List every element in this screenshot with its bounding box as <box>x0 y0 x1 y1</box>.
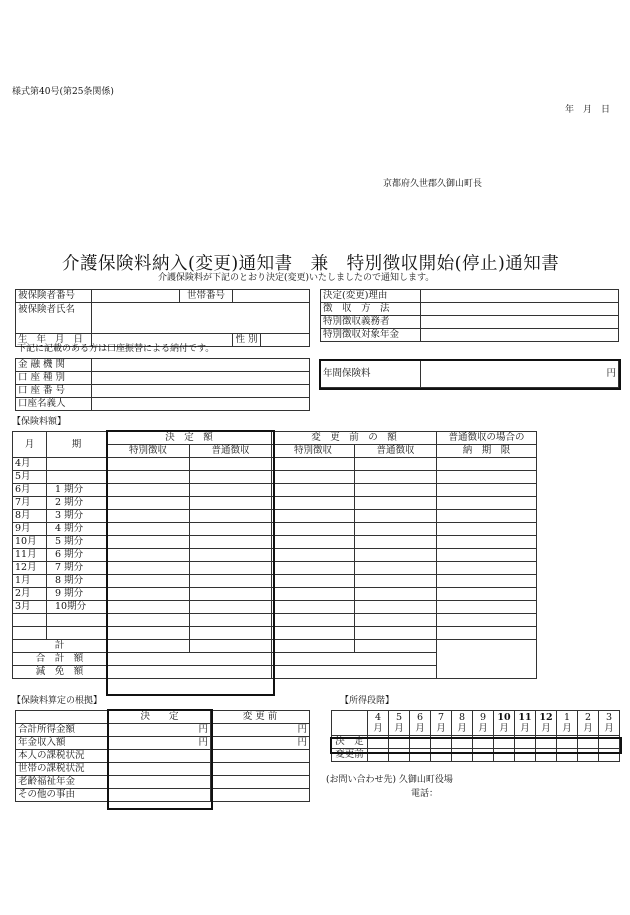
stage-decided-cell[interactable] <box>368 736 389 749</box>
birthdate-label: 生 年 月 日 <box>16 334 92 347</box>
table-row <box>16 737 310 750</box>
bank-holder-value[interactable] <box>92 398 310 411</box>
bank-note: 下記に記載のある方は口座振替による納付です。 <box>17 344 215 354</box>
stage-month-number: 12 <box>539 712 553 723</box>
stage-month-number: 1 <box>563 712 571 723</box>
issuer: 京都府久世郡久御山町長 <box>383 179 483 189</box>
month-cell: 7月 <box>13 497 47 510</box>
household-number-label: 世帯番号 <box>180 290 233 303</box>
basis-before-cell[interactable] <box>211 789 310 802</box>
contact-phone: 電話： <box>411 789 439 799</box>
table-row <box>13 562 537 575</box>
subtotal-label: 計 <box>13 640 107 653</box>
stage-month-header <box>515 711 536 736</box>
period-cell: 6 期分 <box>47 549 107 562</box>
decided-ordinary-cell[interactable] <box>190 549 272 562</box>
decided-special-cell[interactable] <box>107 614 190 627</box>
bank-type-label: 口 座 種 別 <box>16 372 92 385</box>
table-row <box>13 536 537 549</box>
stage-table <box>331 710 620 762</box>
premium-table <box>12 431 537 679</box>
basis-before-cell[interactable]: 円 <box>211 724 310 737</box>
stage-decided-cell[interactable] <box>536 736 557 749</box>
bank-number-label: 口 座 番 号 <box>16 385 92 398</box>
stage-month-unit: 月 <box>478 723 488 734</box>
stage-decided-cell[interactable] <box>473 736 494 749</box>
before-ordinary-header: 普通徴収 <box>355 445 437 458</box>
deadline-cell[interactable] <box>437 562 537 575</box>
stage-before-cell[interactable] <box>368 749 389 762</box>
collection-method-value[interactable] <box>421 303 619 316</box>
reduction-decided-cell[interactable] <box>107 666 272 679</box>
sex-value[interactable] <box>261 334 310 347</box>
month-cell: 6月 <box>13 484 47 497</box>
before-special-cell[interactable] <box>272 614 355 627</box>
stage-decided-cell[interactable] <box>389 736 410 749</box>
stage-decided-cell[interactable] <box>557 736 578 749</box>
decided-amount-header: 決 定 額 <box>107 432 272 445</box>
decided-ordinary-cell[interactable] <box>190 614 272 627</box>
basis-before-cell[interactable] <box>211 763 310 776</box>
stage-before-cell[interactable] <box>431 749 452 762</box>
before-special-cell[interactable] <box>272 471 355 484</box>
before-ordinary-cell[interactable] <box>355 614 437 627</box>
basis-before-cell[interactable] <box>211 776 310 789</box>
yen-unit: 円 <box>606 368 616 380</box>
month-cell: 8月 <box>13 510 47 523</box>
stage-month-header <box>536 711 557 736</box>
stage-corner <box>332 711 368 736</box>
stage-month-unit: 月 <box>562 723 572 734</box>
decided-ordinary-cell[interactable] <box>190 536 272 549</box>
stage-before-label: 変更前 <box>332 749 368 762</box>
deadline-cell[interactable] <box>437 549 537 562</box>
stage-month-header <box>389 711 410 736</box>
basis-decided-cell[interactable] <box>109 750 211 763</box>
decided-special-cell[interactable] <box>107 471 190 484</box>
deadline-cell[interactable] <box>437 510 537 523</box>
stage-decided-cell[interactable] <box>494 736 515 749</box>
decided-ordinary-cell[interactable] <box>190 523 272 536</box>
decided-special-cell[interactable] <box>107 523 190 536</box>
before-amount-header: 変 更 前 の 額 <box>272 432 437 445</box>
stage-month-header <box>410 711 431 736</box>
period-cell: 8 期分 <box>47 575 107 588</box>
period-cell <box>47 471 107 484</box>
stage-month-unit: 月 <box>373 723 383 734</box>
deadline-cell[interactable] <box>437 601 537 614</box>
table-row <box>13 497 537 510</box>
deadline-cell[interactable] <box>437 575 537 588</box>
stage-month-unit: 月 <box>541 723 551 734</box>
stage-month-header <box>599 711 620 736</box>
basis-row-label: その他の事由 <box>16 789 109 802</box>
insured-name-value[interactable] <box>92 303 310 334</box>
period-cell: 1 期分 <box>47 484 107 497</box>
stage-before-cell[interactable] <box>536 749 557 762</box>
deadline-cell[interactable] <box>437 614 537 627</box>
annual-premium-label: 年間保険料 <box>321 361 421 388</box>
period-cell: 3 期分 <box>47 510 107 523</box>
deadline-cell[interactable] <box>437 523 537 536</box>
before-ordinary-cell[interactable] <box>355 601 437 614</box>
basis-before-header: 変 更 前 <box>211 711 310 724</box>
subtotal-cell[interactable] <box>355 640 437 653</box>
period-header: 期 <box>47 432 107 458</box>
before-special-cell[interactable] <box>272 562 355 575</box>
before-special-cell[interactable] <box>272 510 355 523</box>
basis-row-label: 本人の課税状況 <box>16 750 109 763</box>
before-ordinary-cell[interactable] <box>355 458 437 471</box>
month-cell <box>13 627 47 640</box>
stage-month-number: 4 <box>374 712 382 723</box>
deadline-blank <box>437 640 537 679</box>
before-ordinary-cell[interactable] <box>355 510 437 523</box>
bank-institution-value[interactable] <box>92 359 310 372</box>
form-number: 様式第40号(第25条関係) <box>12 87 114 97</box>
before-ordinary-cell[interactable] <box>355 471 437 484</box>
stage-month-number: 9 <box>479 712 487 723</box>
basis-table <box>15 710 310 802</box>
decided-ordinary-cell[interactable] <box>190 601 272 614</box>
period-cell: 5 期分 <box>47 536 107 549</box>
stage-month-header <box>452 711 473 736</box>
decided-ordinary-cell[interactable] <box>190 575 272 588</box>
before-ordinary-cell[interactable] <box>355 588 437 601</box>
before-special-cell[interactable] <box>272 575 355 588</box>
stage-decided-label: 決 定 <box>332 736 368 749</box>
contact-office: 久御山町役場 <box>398 775 453 785</box>
total-before-cell[interactable] <box>272 653 437 666</box>
decided-special-cell[interactable] <box>107 536 190 549</box>
insured-name-label: 被保険者氏名 <box>16 303 92 334</box>
deadline-header-2: 納 期 限 <box>437 445 537 458</box>
before-ordinary-cell[interactable] <box>355 549 437 562</box>
contact-line <box>326 776 453 785</box>
decided-special-header: 特別徴収 <box>107 445 190 458</box>
deadline-cell[interactable] <box>437 471 537 484</box>
period-cell: 10期分 <box>47 601 107 614</box>
stage-month-number: 8 <box>458 712 466 723</box>
table-row <box>13 627 537 640</box>
period-cell <box>47 458 107 471</box>
month-cell: 5月 <box>13 471 47 484</box>
basis-decided-cell[interactable] <box>109 763 211 776</box>
stage-month-header <box>557 711 578 736</box>
table-row <box>16 789 310 802</box>
stage-decided-cell[interactable] <box>515 736 536 749</box>
stage-before-cell[interactable] <box>473 749 494 762</box>
decision-reason-label: 決定(変更)理由 <box>321 290 421 303</box>
decided-ordinary-cell[interactable] <box>190 588 272 601</box>
table-row <box>16 724 310 737</box>
subtotal-cell[interactable] <box>272 640 355 653</box>
period-cell <box>47 627 107 640</box>
basis-before-cell[interactable]: 円 <box>211 737 310 750</box>
reduction-label: 減 免 額 <box>13 666 107 679</box>
month-cell: 9月 <box>13 523 47 536</box>
basis-decided-header: 決 定 <box>109 711 211 724</box>
household-number-value[interactable] <box>233 290 310 303</box>
table-row <box>13 471 537 484</box>
stage-month-number: 3 <box>605 712 613 723</box>
stage-decided-cell[interactable] <box>431 736 452 749</box>
basis-section-title: 【保険料算定の根拠】 <box>12 696 103 706</box>
decided-special-cell[interactable] <box>107 562 190 575</box>
basis-row-label: 老齢福祉年金 <box>16 776 109 789</box>
before-ordinary-cell[interactable] <box>355 627 437 640</box>
stage-month-number: 7 <box>437 712 445 723</box>
page-title: 介護保険料納入(変更)通知書 兼 特別徴収開始(停止)通知書 <box>62 254 560 274</box>
stage-month-number: 10 <box>497 712 511 723</box>
before-special-cell[interactable] <box>272 458 355 471</box>
period-cell: 4 期分 <box>47 523 107 536</box>
table-row <box>13 484 537 497</box>
subtotal-cell[interactable] <box>107 640 190 653</box>
deadline-cell[interactable] <box>437 497 537 510</box>
decided-special-cell[interactable] <box>107 588 190 601</box>
decided-special-cell[interactable] <box>107 497 190 510</box>
stage-month-number: 2 <box>584 712 592 723</box>
basis-decided-cell[interactable]: 円 <box>109 737 211 750</box>
table-row <box>13 458 537 471</box>
table-row <box>16 750 310 763</box>
deadline-cell[interactable] <box>437 627 537 640</box>
stage-month-unit: 月 <box>457 723 467 734</box>
total-decided-cell[interactable] <box>107 653 272 666</box>
decided-special-cell[interactable] <box>107 601 190 614</box>
before-ordinary-cell[interactable] <box>355 536 437 549</box>
stage-month-unit: 月 <box>436 723 446 734</box>
month-cell: 4月 <box>13 458 47 471</box>
deadline-cell[interactable] <box>437 536 537 549</box>
stage-month-unit: 月 <box>499 723 509 734</box>
subtotal-cell[interactable] <box>190 640 272 653</box>
table-row <box>13 510 537 523</box>
month-cell: 12月 <box>13 562 47 575</box>
table-row <box>13 549 537 562</box>
decided-ordinary-cell[interactable] <box>190 458 272 471</box>
period-cell: 9 期分 <box>47 588 107 601</box>
table-row <box>13 523 537 536</box>
month-cell: 11月 <box>13 549 47 562</box>
before-ordinary-cell[interactable] <box>355 523 437 536</box>
premium-section-title: 【保険料額】 <box>12 417 67 427</box>
stage-decided-cell[interactable] <box>410 736 431 749</box>
bank-holder-label: 口座名義人 <box>16 398 92 411</box>
decided-ordinary-cell[interactable] <box>190 627 272 640</box>
stage-before-cell[interactable] <box>557 749 578 762</box>
table-row <box>13 588 537 601</box>
reduction-before-cell[interactable] <box>272 666 437 679</box>
stage-month-unit: 月 <box>604 723 614 734</box>
stage-month-header <box>368 711 389 736</box>
stage-before-cell[interactable] <box>494 749 515 762</box>
basis-decided-cell[interactable]: 円 <box>109 724 211 737</box>
month-cell: 3月 <box>13 601 47 614</box>
special-pension-value[interactable] <box>421 329 619 342</box>
decided-special-cell[interactable] <box>107 458 190 471</box>
stage-before-cell[interactable] <box>452 749 473 762</box>
decided-special-cell[interactable] <box>107 575 190 588</box>
decided-ordinary-cell[interactable] <box>190 562 272 575</box>
table-row <box>16 776 310 789</box>
stage-month-unit: 月 <box>394 723 404 734</box>
stage-month-number: 6 <box>416 712 424 723</box>
before-special-cell[interactable] <box>272 549 355 562</box>
before-special-cell[interactable] <box>272 601 355 614</box>
stage-before-cell[interactable] <box>599 749 620 762</box>
before-ordinary-cell[interactable] <box>355 484 437 497</box>
before-special-cell[interactable] <box>272 497 355 510</box>
basis-row-label: 年金収入額 <box>16 737 109 750</box>
month-cell: 2月 <box>13 588 47 601</box>
decided-special-cell[interactable] <box>107 510 190 523</box>
stage-month-header <box>494 711 515 736</box>
month-cell: 1月 <box>13 575 47 588</box>
date-label: 年 月 日 <box>565 105 611 115</box>
decided-ordinary-cell[interactable] <box>190 510 272 523</box>
decided-special-cell[interactable] <box>107 484 190 497</box>
before-special-header: 特別徴収 <box>272 445 355 458</box>
stage-decided-cell[interactable] <box>578 736 599 749</box>
special-collector-value[interactable] <box>421 316 619 329</box>
stage-section-title: 【所得段階】 <box>340 696 395 706</box>
stage-month-header <box>431 711 452 736</box>
table-row <box>13 575 537 588</box>
basis-row-label: 世帯の課税状況 <box>16 763 109 776</box>
decision-table <box>320 289 619 342</box>
subtitle: 介護保険料が下記のとおり決定(変更)いたしましたので通知します。 <box>158 273 435 283</box>
stage-month-header <box>578 711 599 736</box>
decided-ordinary-header: 普通徴収 <box>190 445 272 458</box>
decision-reason-value[interactable] <box>421 290 619 303</box>
decided-special-cell[interactable] <box>107 627 190 640</box>
insured-number-label: 被保険者番号 <box>16 290 92 303</box>
before-ordinary-cell[interactable] <box>355 575 437 588</box>
deadline-cell[interactable] <box>437 458 537 471</box>
deadline-cell[interactable] <box>437 484 537 497</box>
decided-ordinary-cell[interactable] <box>190 471 272 484</box>
annual-premium-table <box>320 360 619 388</box>
decided-special-cell[interactable] <box>107 549 190 562</box>
basis-decided-cell[interactable] <box>109 776 211 789</box>
before-special-cell[interactable] <box>272 484 355 497</box>
before-special-cell[interactable] <box>272 523 355 536</box>
period-cell <box>47 614 107 627</box>
sex-label: 性 別 <box>233 334 261 347</box>
period-cell: 2 期分 <box>47 497 107 510</box>
table-row <box>13 601 537 614</box>
stage-decided-cell[interactable] <box>452 736 473 749</box>
stage-month-unit: 月 <box>520 723 530 734</box>
before-ordinary-cell[interactable] <box>355 562 437 575</box>
stage-before-cell[interactable] <box>410 749 431 762</box>
stage-month-unit: 月 <box>415 723 425 734</box>
stage-decided-cell[interactable] <box>599 736 620 749</box>
month-header: 月 <box>13 432 47 458</box>
contact-label: (お問い合わせ先) <box>326 775 397 785</box>
basis-corner <box>16 711 109 724</box>
annual-premium-value[interactable] <box>421 361 619 388</box>
before-special-cell[interactable] <box>272 627 355 640</box>
stage-before-cell[interactable] <box>389 749 410 762</box>
basis-before-cell[interactable] <box>211 750 310 763</box>
month-cell <box>13 614 47 627</box>
bank-table <box>15 358 310 411</box>
basis-row-label: 合計所得金額 <box>16 724 109 737</box>
collection-method-label: 徴 収 方 法 <box>321 303 421 316</box>
total-label: 合 計 額 <box>13 653 107 666</box>
deadline-cell[interactable] <box>437 588 537 601</box>
stage-month-header <box>473 711 494 736</box>
bank-type-value[interactable] <box>92 372 310 385</box>
deadline-header-1: 普通徴収の場合の <box>437 432 537 445</box>
special-pension-label: 特別徴収対象年金 <box>321 329 421 342</box>
before-special-cell[interactable] <box>272 536 355 549</box>
before-special-cell[interactable] <box>272 588 355 601</box>
stage-before-cell[interactable] <box>515 749 536 762</box>
month-cell: 10月 <box>13 536 47 549</box>
stage-month-number: 11 <box>518 712 532 723</box>
period-cell: 7 期分 <box>47 562 107 575</box>
stage-month-unit: 月 <box>583 723 593 734</box>
special-collector-label: 特別徴収義務者 <box>321 316 421 329</box>
basis-decided-cell[interactable] <box>109 789 211 802</box>
bank-institution-label: 金 融 機 関 <box>16 359 92 372</box>
bank-number-value[interactable] <box>92 385 310 398</box>
insured-table <box>15 289 310 347</box>
stage-before-cell[interactable] <box>578 749 599 762</box>
stage-month-number: 5 <box>395 712 403 723</box>
decided-ordinary-cell[interactable] <box>190 484 272 497</box>
before-ordinary-cell[interactable] <box>355 497 437 510</box>
insured-number-value[interactable] <box>92 290 180 303</box>
table-row <box>13 614 537 627</box>
decided-ordinary-cell[interactable] <box>190 497 272 510</box>
table-row <box>16 763 310 776</box>
